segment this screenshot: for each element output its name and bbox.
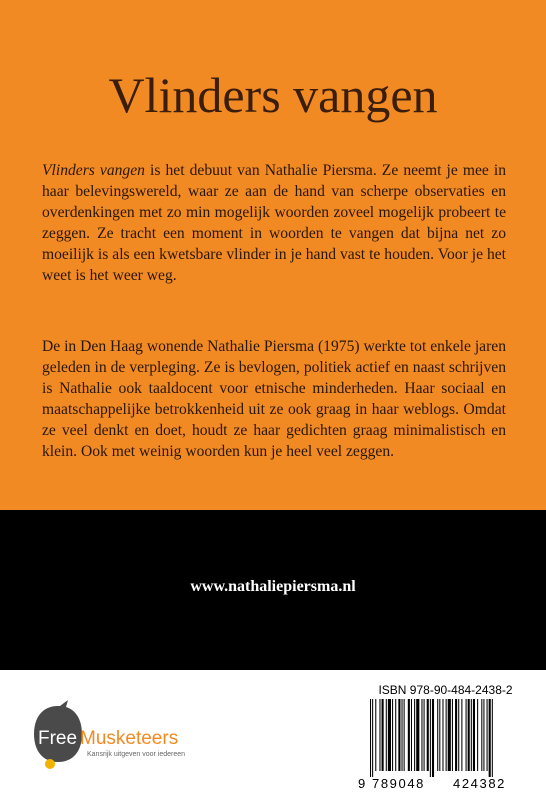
barcode-bar — [477, 699, 478, 771]
barcode-bar — [432, 699, 434, 777]
barcode-bar — [473, 699, 475, 771]
barcode-bar — [481, 699, 482, 771]
barcode-bar — [392, 699, 393, 771]
publisher-name-free: Free — [38, 728, 78, 749]
barcode-bar — [402, 699, 403, 771]
barcode-bar — [461, 699, 462, 771]
barcode-bar — [379, 699, 380, 771]
barcode-bar — [452, 699, 453, 771]
barcode-bar — [395, 699, 396, 771]
barcode-bar — [375, 699, 376, 771]
barcode-bar — [411, 699, 412, 771]
barcode-bar — [446, 699, 447, 771]
barcode-bar — [372, 699, 373, 777]
barcode-bar — [421, 699, 422, 771]
isbn-barcode — [358, 683, 533, 795]
barcode-bar — [430, 699, 431, 777]
barcode-bar — [468, 699, 470, 771]
barcode-bar — [455, 699, 457, 771]
barcode-digit-first: 9 — [358, 776, 366, 791]
publisher-tagline: Kansrijk uitgeven voor iedereen — [87, 751, 186, 758]
barcode-digits-left: 789048 — [372, 776, 425, 791]
barcode-bar — [382, 699, 384, 771]
barcode-bar — [388, 699, 391, 771]
book-title: Vlinders vangen — [108, 67, 438, 123]
description-paragraph — [42, 160, 506, 286]
barcode-bar — [448, 699, 451, 771]
book-title-inline: Vlinders vangen — [42, 162, 145, 179]
barcode-bar — [416, 699, 419, 771]
barcode-bar — [386, 699, 387, 771]
barcode-bar — [370, 699, 371, 777]
barcode-bar — [487, 699, 488, 771]
barcode-bar — [427, 699, 429, 771]
barcode-digits-right: 424382 — [453, 776, 506, 791]
description-text: is het debuut van Nathalie Piersma. Ze neemt je mee in haar belevingswereld, waar ze aan de hand van scherpe observaties en overdenkingen met zo min mogelijk woorden zoveel mogelijk probeert te zeggen. Ze tracht een moment in woorden te vangen dat bijna net zo moeilijk is als een kwetsbare vlinder in je hand vast te houden. Voor je het weet is het weer weg. — [42, 162, 506, 284]
barcode-bar — [442, 699, 443, 771]
barcode-bar — [489, 699, 491, 777]
barcode-bar — [466, 699, 467, 771]
barcode-bar — [483, 699, 484, 771]
author-bio-paragraph: De in Den Haag wonende Nathalie Piersma (1975) werkte tot enkele jaren geleden in de verpleging. Ze is bevlogen, politiek actief en naast schrijven is Nathalie ook taaldocent voor etnische minderheden. Haar sociaal en maatschappelijke betrokkenheid uit ze ook graag in haar weblogs. Omdat ze veel denkt en doet, houdt ze haar gedichten graag minimalistisch en klein. Ook met weinig woorden kun je heel veel zeggen. — [42, 338, 506, 460]
barcode-bar — [471, 699, 472, 771]
publisher-logo — [32, 700, 232, 770]
barcode-bars — [358, 699, 533, 777]
barcode-bar — [492, 699, 493, 777]
author-website-url: www.nathaliepiersma.nl — [190, 578, 356, 595]
barcode-bar — [439, 699, 440, 771]
barcode-bar — [414, 699, 415, 771]
barcode-bar — [408, 699, 410, 771]
barcode-bar — [437, 699, 438, 771]
publisher-name-musketeers: Musketeers — [80, 728, 179, 749]
barcode-bar — [458, 699, 459, 771]
barcode-bar — [404, 699, 405, 771]
isbn-number: ISBN 978-90-484-2438-2 — [378, 683, 513, 697]
barcode-bar — [398, 699, 400, 771]
barcode-bar — [424, 699, 425, 771]
